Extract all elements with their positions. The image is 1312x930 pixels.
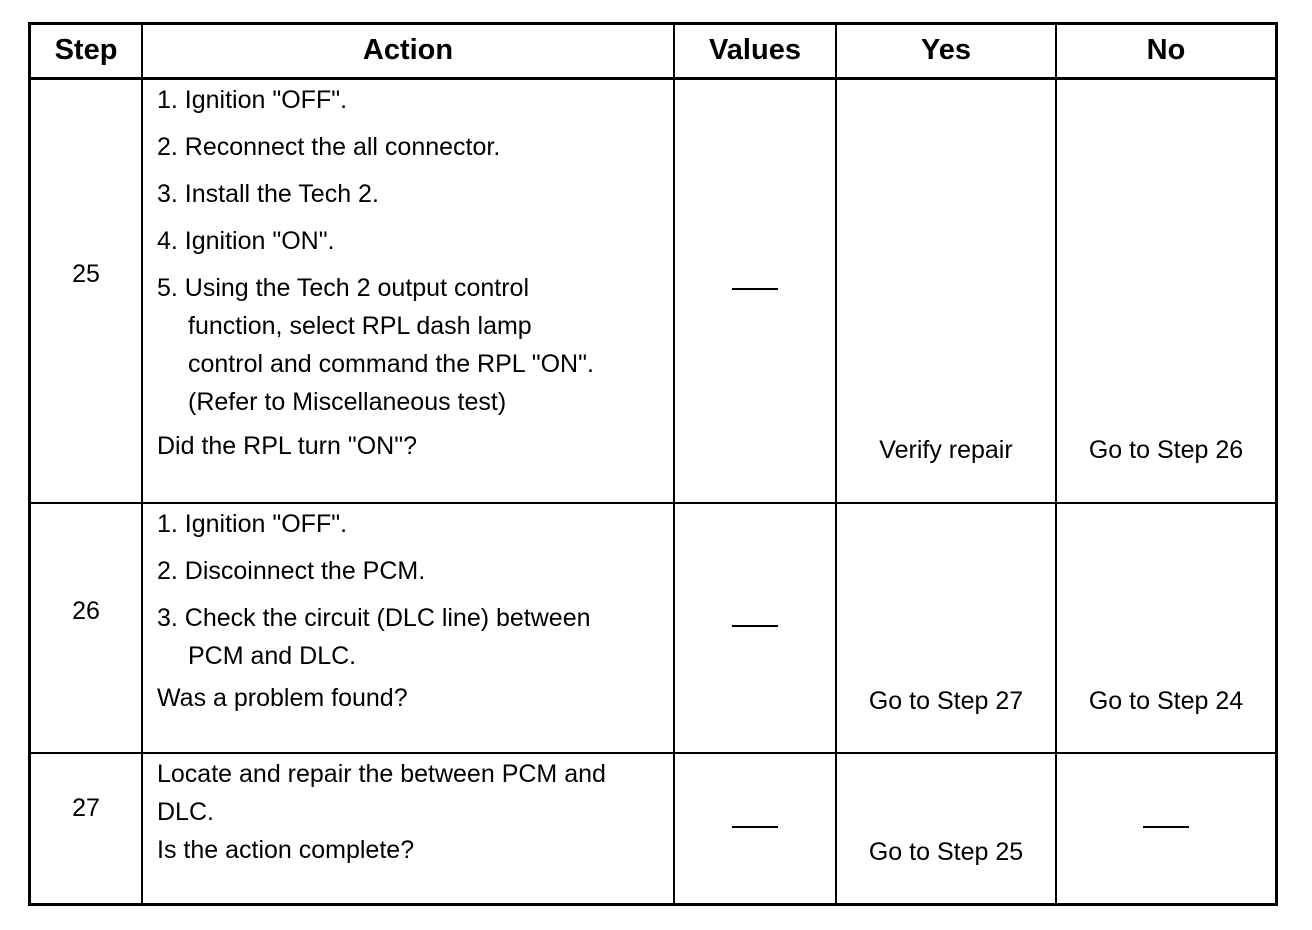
action-list — [157, 81, 663, 421]
action-line: 3. Check the circuit (DLC line) between — [157, 604, 591, 632]
action-line: (Refer to Miscellaneous test) — [188, 388, 507, 416]
action-question: Did the RPL turn "ON"? — [157, 432, 417, 460]
no-cell-25 — [1057, 80, 1275, 504]
yes-result: Verify repair — [879, 436, 1013, 464]
step-cell-25 — [31, 80, 143, 504]
action-item: 3. Install the Tech 2. — [157, 180, 379, 208]
values-cell-26 — [675, 504, 837, 754]
yes-cell-26 — [837, 504, 1057, 754]
action-cell-26 — [143, 504, 675, 754]
no-cell-26 — [1057, 504, 1275, 754]
action-item-multiline — [157, 599, 663, 675]
step-number: 27 — [72, 794, 100, 822]
action-item: 2. Reconnect the all connector. — [157, 133, 501, 161]
action-item: 4. Ignition "ON". — [157, 227, 335, 255]
action-line: Locate and repair the between PCM and — [157, 760, 606, 788]
action-cell-25 — [143, 80, 675, 504]
yes-result: Go to Step 27 — [868, 687, 1024, 715]
action-item: 1. Ignition "OFF". — [157, 86, 348, 114]
values-cell-25 — [675, 80, 837, 504]
empty-dash — [732, 826, 778, 828]
yes-result: Go to Step 25 — [868, 838, 1024, 866]
no-cell-27 — [1057, 754, 1275, 903]
action-line: 5. Using the Tech 2 output control — [157, 274, 529, 302]
diagnostic-table — [28, 22, 1278, 906]
yes-cell-27 — [837, 754, 1057, 903]
action-line: DLC. — [157, 798, 214, 826]
action-text — [157, 755, 663, 869]
action-question: Is the action complete? — [157, 836, 415, 864]
header-action: Action — [143, 25, 675, 80]
header-no: No — [1057, 25, 1275, 80]
step-cell-26 — [31, 504, 143, 754]
action-question: Was a problem found? — [157, 684, 408, 712]
action-cell-27 — [143, 754, 675, 903]
header-values: Values — [675, 25, 837, 80]
step-number: 26 — [72, 597, 100, 625]
values-cell-27 — [675, 754, 837, 903]
step-number: 25 — [72, 260, 100, 288]
yes-cell-25 — [837, 80, 1057, 504]
action-item: 1. Ignition "OFF". — [157, 510, 348, 538]
no-result: Go to Step 26 — [1088, 436, 1244, 464]
action-line: PCM and DLC. — [188, 642, 357, 670]
action-line: function, select RPL dash lamp — [188, 312, 532, 340]
header-yes: Yes — [837, 25, 1057, 80]
header-step: Step — [31, 25, 143, 80]
action-item-multiline — [157, 269, 663, 421]
empty-dash — [1143, 826, 1189, 828]
empty-dash — [732, 625, 778, 627]
empty-dash — [732, 288, 778, 290]
action-list — [157, 505, 663, 675]
step-cell-27 — [31, 754, 143, 903]
no-result: Go to Step 24 — [1088, 687, 1244, 715]
table-grid — [31, 25, 1275, 903]
action-line: control and command the RPL "ON". — [188, 350, 594, 378]
action-item: 2. Discoinnect the PCM. — [157, 557, 426, 585]
